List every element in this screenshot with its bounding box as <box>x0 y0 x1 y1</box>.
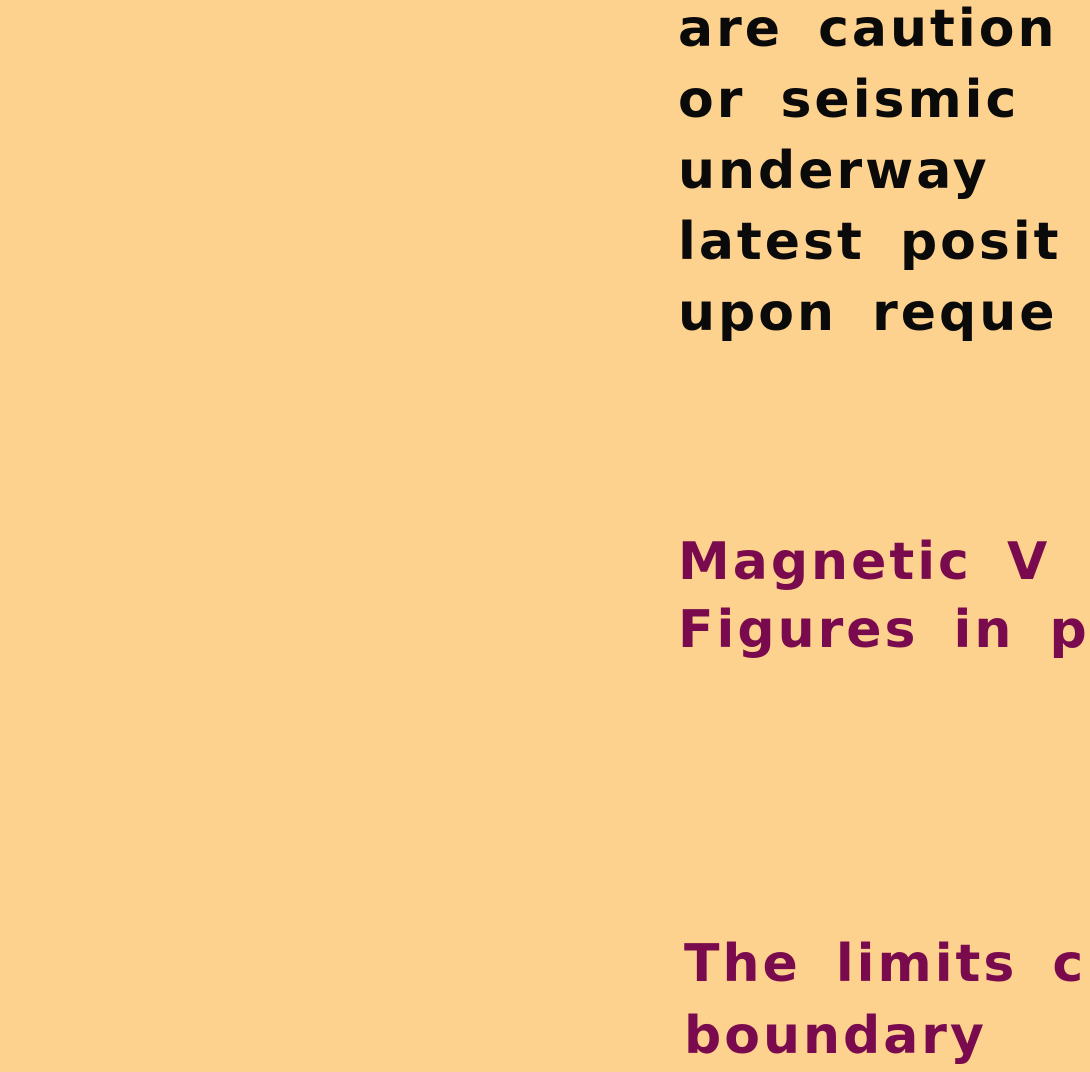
caution-note-line: latest posit <box>678 212 1062 272</box>
caution-note-line: upon reque <box>678 283 1058 343</box>
magnetic-variation-note <box>678 528 1090 664</box>
caution-note-line: underway <box>678 141 990 201</box>
caution-note-line: or seismic <box>678 70 1020 130</box>
limits-note-line: The limits c <box>684 934 1087 994</box>
magnetic-variation-line: Magnetic V <box>678 532 1051 592</box>
caution-note <box>678 0 1062 349</box>
limits-note <box>684 928 1086 1072</box>
limits-note-line: boundary <box>684 1006 987 1066</box>
magnetic-variation-line: Figures in p <box>678 600 1090 660</box>
caution-note-line: are caution <box>678 0 1058 59</box>
